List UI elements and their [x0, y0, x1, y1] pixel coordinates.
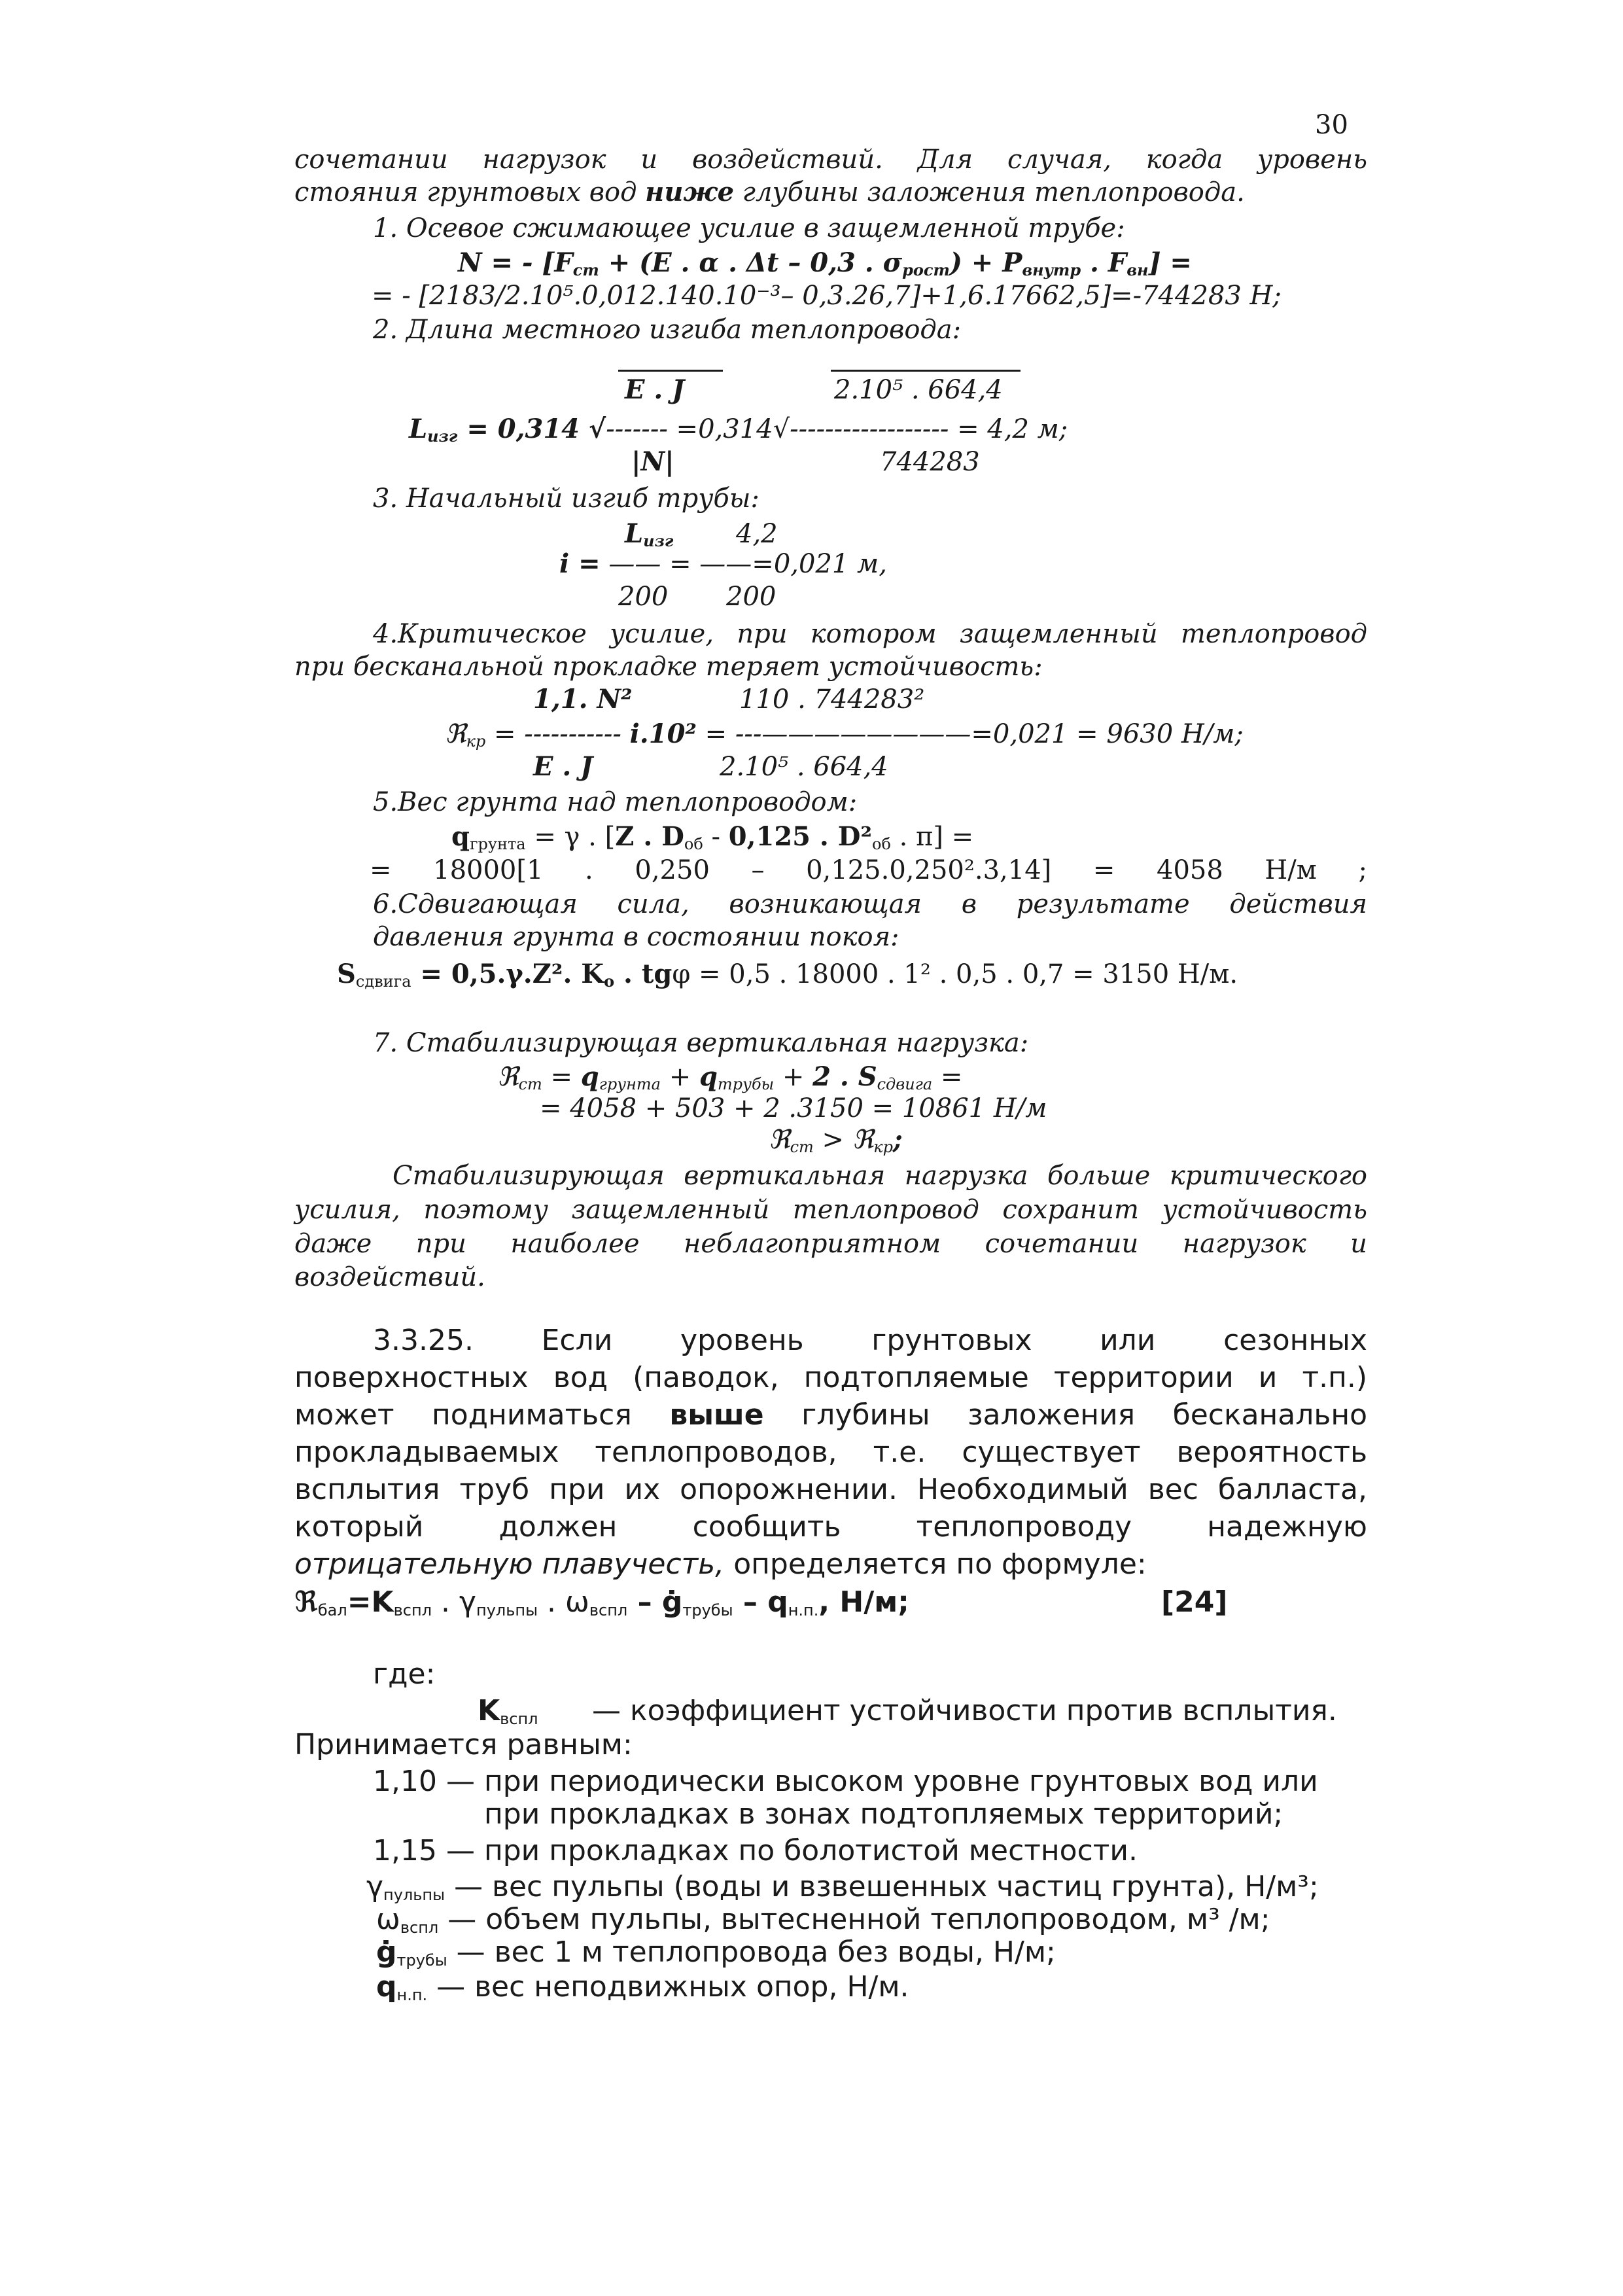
intro-line-1: сочетании нагрузок и воздействий. Для случая, когда уровень — [294, 145, 1367, 175]
radical-bar — [831, 370, 1021, 372]
step1-formula: N = - [$F_{ст} + (E$ . α . Δt – 0,3 . $\sigma_{рост}) + P_{внутр}$ . $F_{вн}$] = — [458, 247, 1192, 279]
step3-formula: i = —— = ——=0,021 м, — [559, 548, 887, 579]
section-line-2: поверхностных вод (паводок, подтопляемые территории и т.п.) — [294, 1361, 1367, 1394]
legend-accepted: Принимается равным: — [294, 1728, 633, 1761]
legend-value-1b: при прокладках в зонах подтопляемых территорий; — [484, 1797, 1283, 1831]
step1-title: 1. Осевое сжимающее усилие в защемленной трубе: — [373, 213, 1125, 243]
section-line-5: всплытия труб при их опорожнении. Необходимый вес балласта, — [294, 1473, 1367, 1506]
conclusion-line-3: даже при наиболее неблагоприятном сочетании нагрузок и — [294, 1229, 1367, 1259]
step6-title-1: 6.Сдвигающая сила, возникающая в результате действия — [373, 889, 1367, 919]
step5-calc: = 18000[1 . 0,250 – 0,125.0,250².3,14] = 4058 Н/м ; — [370, 855, 1367, 885]
step7-formula: ℜ$_{ст}$ = $q_{грунта} + q_{трубы} + 2$ . $S_{сдвига}$ = — [497, 1061, 963, 1093]
section-line-3: может подниматься выше глубины заложения бесканально — [294, 1398, 1368, 1432]
step5-formula: $q_{грунта} = \gamma$ . [Z . $D_{об} - 0,125$ . $D^2_{об}$ . π] = — [451, 821, 974, 853]
step4-denominator-symbolic: E . J — [533, 751, 593, 782]
step2-numerator-value: 2.10⁵ . 664,4 — [834, 375, 1003, 405]
step3-title: 3. Начальный изгиб трубы: — [373, 484, 759, 514]
legend-value-2: 1,15 — при прокладках по болотистой местности. — [373, 1834, 1138, 1867]
legend-value-1: 1,10 — при периодически высоком уровне грунтовых вод или — [373, 1765, 1318, 1798]
legend-supports: $q_{н.п.}$ — вес неподвижных опор, Н/м. — [376, 1970, 909, 2004]
section-line-7: отрицательную плавучесть, определяется по формуле: — [294, 1547, 1147, 1581]
step7-comparison: ℜ$_{ст}$ > ℜ$_{кр}$; — [769, 1124, 903, 1156]
section-line-1: 3.3.25. Если уровень грунтовых или сезонных — [373, 1324, 1367, 1357]
legend-where: где: — [373, 1657, 436, 1691]
step3-denominator-value: 200 — [726, 582, 777, 612]
step3-numerator-symbolic: $L_{изг}$ — [625, 518, 674, 550]
step2-title: 2. Длина местного изгиба теплопровода: — [373, 315, 962, 345]
step3-numerator-value: 4,2 — [736, 519, 778, 549]
section-line-6: который должен сообщить теплопроводу надежную — [294, 1510, 1367, 1544]
radical-bar — [618, 370, 723, 372]
step4-title-2: при бесканальной прокладке теряет устойчивость: — [294, 652, 1043, 682]
conclusion-line-1: Стабилизирующая вертикальная нагрузка больше критического — [393, 1161, 1367, 1191]
step7-calc: = 4058 + 503 + 2 .3150 = 10861 Н/м — [540, 1093, 1047, 1123]
step6-title-2: давления грунта в состоянии покоя: — [373, 922, 899, 952]
step2-denominator-value: 744283 — [880, 447, 980, 477]
legend-pipe-weight: $ġ_{трубы}$ — вес 1 м теплопровода без воды, Н/м; — [376, 1935, 1056, 1969]
intro-line-2: стояния грунтовых вод ниже глубины заложения теплопровода. — [294, 177, 1245, 207]
step5-title: 5.Вес грунта над теплопроводом: — [373, 787, 858, 817]
step6-formula: $S_{сдвига} = 0,5.\gamma.Z^2$. $K_o$ . tgφ = 0,5 . 18000 . 1² . 0,5 . 0,7 = 3150 Н/м. — [337, 959, 1238, 991]
formula-number: [24] — [1161, 1585, 1228, 1619]
step4-denominator-value: 2.10⁵ . 664,4 — [720, 752, 888, 782]
step7-title: 7. Стабилизирующая вертикальная нагрузка: — [373, 1028, 1029, 1058]
legend-omega: $\omega_{вспл}$ — объем пульпы, вытесненной теплопроводом, м³ /м; — [376, 1903, 1270, 1937]
conclusion-line-2: усилия, поэтому защемленный теплопровод сохранит устойчивость — [294, 1195, 1367, 1225]
conclusion-line-4: воздействий. — [294, 1262, 485, 1292]
page-number: 30 — [1315, 110, 1348, 140]
step4-title-1: 4.Критическое усилие, при котором защемленный теплопровод — [373, 619, 1367, 649]
legend-gamma: $\gamma_{пульпы}$ — вес пульпы (воды и взвешенных частиц грунта), Н/м³; — [366, 1870, 1319, 1904]
step4-numerator-value: 110 . 744283² — [739, 684, 925, 715]
section-line-4: прокладываемых теплопроводов, т.е. существует вероятность — [294, 1436, 1367, 1469]
legend-k: $K_{вспл}$ — [478, 1694, 538, 1728]
step1-calc: = - [2183/2.10⁵.0,012.140.10⁻³– 0,3.26,7]+1,6.17662,5]=-744283 Н; — [372, 281, 1282, 311]
step2-numerator-symbolic: E . J — [625, 374, 685, 405]
step4-formula: ℜ$_{кр}$ = ----------- i.10² = ---————————=0,021 = 9630 Н/м; — [445, 718, 1244, 751]
formula-24: $ℜ_{бал}=K_{вспл}$ . $\gamma_{пульпы}$ . $\omega_{вспл}$ – $ġ_{трубы} - q_{н.п.}$, Н/м; — [294, 1585, 909, 1619]
step2-denominator-symbolic: |N| — [631, 446, 674, 477]
step3-denominator-symbolic: 200 — [618, 582, 669, 612]
step2-formula: $L_{изг} = 0,314$ √------- =0,314√------------------ = 4,2 м; — [409, 414, 1068, 446]
legend-k-desc: — коэффициент устойчивости против всплытия. — [592, 1694, 1337, 1727]
step4-numerator-symbolic: 1,1. N² — [533, 684, 633, 715]
